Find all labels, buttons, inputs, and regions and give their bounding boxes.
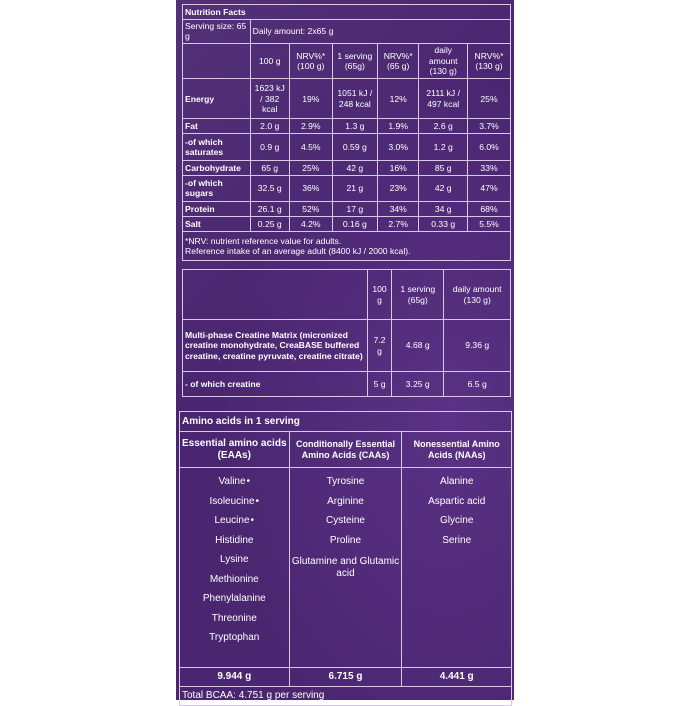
cell: 47% [468,175,511,202]
list-item: Aspartic acid [428,495,486,507]
list-item: Histidine [215,534,254,546]
cell: 5 g [368,372,392,397]
cell: 0.9 g [250,133,289,160]
cell: 1623 kJ / 382 kcal [250,78,289,118]
col-header: 100 g [250,43,289,78]
creatine-table [182,269,511,397]
eaa-total: 9.944 g [180,668,290,687]
cell: 36% [289,175,332,202]
col-header: 1 serving (65g) [332,43,377,78]
list-item: Tryptophan [209,632,260,643]
list-item: Proline [329,534,362,546]
cell: 33% [468,160,511,175]
cell: 6.5 g [444,372,511,397]
cell: 16% [377,160,418,175]
cell: 23% [377,175,418,202]
row-label: -of which sugars [183,175,251,202]
footnote-line-1: *NRV: nutrient reference value for adults. [185,235,342,246]
row-label: Multi-phase Creatine Matrix (micronized creatine monohydrate, CreaBASE buffered creatine, creatine pyruvate, creatine citrate) [183,320,368,372]
cell: 2.0 g [250,119,289,134]
col-header: 1 serving (65g) [392,270,444,320]
cell: 9.36 g [444,320,511,372]
cell: 1051 kJ / 248 kcal [332,78,377,118]
list-item: Valine • [182,476,287,496]
amino-title: Amino acids in 1 serving [180,412,512,432]
cell: 85 g [419,160,468,175]
nutrition-title: Nutrition Facts [183,5,511,20]
caa-total: 6.715 g [289,668,402,687]
cell: 25% [289,160,332,175]
cell: 25% [468,78,511,118]
cell: 4.68 g [392,320,444,372]
cell: 3.25 g [392,372,444,397]
col-header: NRV%* (130 g) [468,43,511,78]
list-item: Cysteine [326,515,365,526]
naa-list [402,468,512,668]
row-label: Fat [183,119,251,134]
cell: 1.9% [377,119,418,134]
eaa-list [180,468,290,668]
nutrition-facts-table [182,4,511,261]
list-item: Threonine [211,612,257,624]
row-label: Energy [183,78,251,118]
cell: 7.2 g [368,320,392,372]
col-header: daily amount (130 g) [419,43,468,78]
cell: 0.16 g [332,217,377,232]
naa-header: Nonessential Amino Acids (NAAs) [402,432,512,468]
list-item: Serine [442,534,472,546]
cell: 3.7% [468,119,511,134]
daily-amount: Daily amount: 2x65 g [250,19,510,43]
cell: 2.9% [289,119,332,134]
cell: 34 g [419,202,468,217]
list-item: Arginine [327,495,364,507]
cell: 42 g [419,175,468,202]
eaa-header: Essential amino acids (EAAs) [180,432,290,468]
list-item: Glycine [440,515,474,526]
cell: 34% [377,202,418,217]
list-item: Lysine [220,554,249,565]
nrv-footnote [183,231,511,260]
amino-acids-table [179,411,512,706]
col-header: daily amount (130 g) [444,270,511,320]
cell: 2.7% [377,217,418,232]
list-item: Glutamine and Glutamic acid [291,556,400,579]
list-item: Methionine [209,573,259,585]
row-label: Carbohydrate [183,160,251,175]
footnote-line-2: Reference intake of an average adult (8400 kJ / 2000 kcal). [185,245,411,256]
cell: 2.6 g [419,119,468,134]
cell: 42 g [332,160,377,175]
cell: 0.59 g [332,133,377,160]
cell: 6.0% [468,133,511,160]
cell: 5.5% [468,217,511,232]
list-item: Isoleucine • [182,496,287,516]
list-item: Alanine [440,476,474,487]
cell: 1.3 g [332,119,377,134]
cell: 4.5% [289,133,332,160]
cell: 19% [289,78,332,118]
list-item: Leucine • [182,515,287,535]
row-label: Salt [183,217,251,232]
cell: 1.2 g [419,133,468,160]
cell: 26.1 g [250,202,289,217]
cell: 65 g [250,160,289,175]
cell: 17 g [332,202,377,217]
cell: 3.0% [377,133,418,160]
row-label: - of which creatine [183,372,368,397]
cell: 68% [468,202,511,217]
cell: 2111 kJ / 497 kcal [419,78,468,118]
cell: 12% [377,78,418,118]
col-header: 100 g [368,270,392,320]
caa-header: Conditionally Essential Amino Acids (CAAs) [289,432,402,468]
col-header: NRV%* (100 g) [289,43,332,78]
cell: 0.33 g [419,217,468,232]
header-blank [183,270,368,320]
row-label: -of which saturates [183,133,251,160]
row-label: Protein [183,202,251,217]
list-item: Tyrosine [326,476,365,487]
total-bcaa: Total BCAA: 4.751 g per serving [180,687,512,706]
cell: 0.25 g [250,217,289,232]
naa-total: 4.441 g [402,668,512,687]
cell: 52% [289,202,332,217]
header-blank [183,43,251,78]
cell: 21 g [332,175,377,202]
cell: 32.5 g [250,175,289,202]
caa-list [289,468,402,668]
cell: 4.2% [289,217,332,232]
list-item: Phenylalanine [202,593,266,604]
col-header: NRV%* (65 g) [377,43,418,78]
serving-size: Serving size: 65 g [183,19,251,43]
